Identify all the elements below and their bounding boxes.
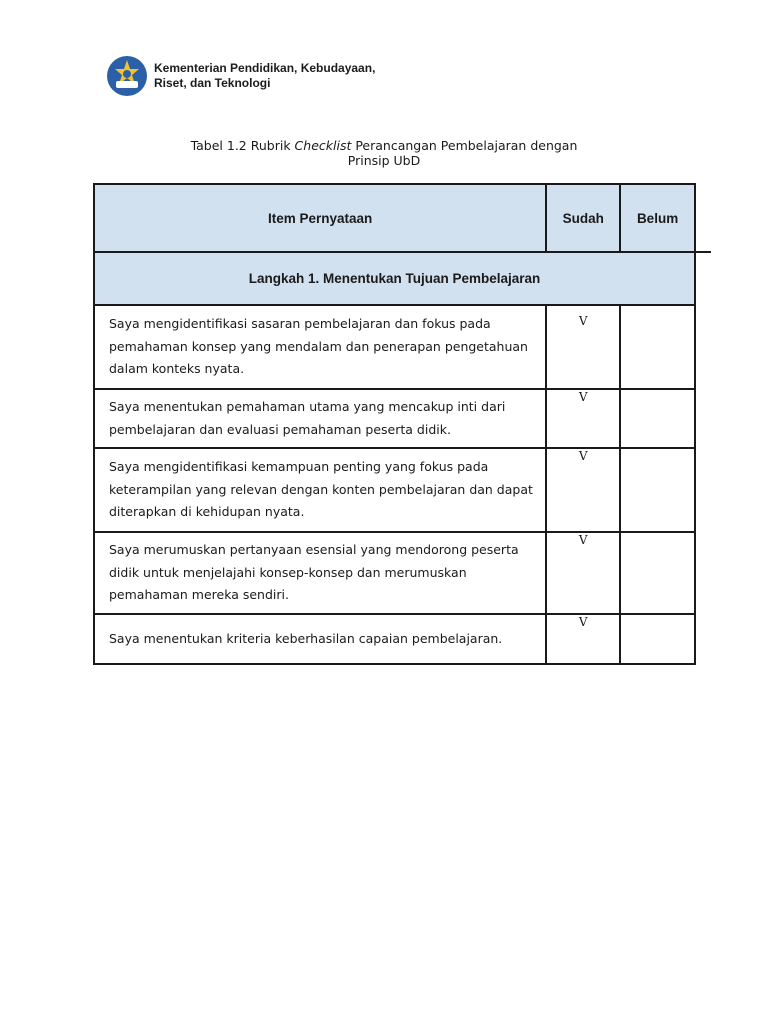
checklist-table — [93, 183, 696, 665]
ministry-name — [154, 61, 375, 91]
ministry-line2: Riset, dan Teknologi — [154, 76, 271, 90]
caption-prefix: Tabel 1.2 Rubrik — [190, 138, 295, 153]
header-logo-block — [106, 55, 375, 97]
caption-line2: Prinsip UbD — [347, 153, 421, 168]
statement-cell: Saya menentukan pemahaman utama yang mencakup inti dari pembelajaran dan evaluasi pemahaman peserta didik. — [94, 389, 546, 448]
sudah-cell: V — [546, 448, 620, 532]
statement-cell: Saya mengidentifikasi kemampuan penting yang fokus pada keterampilan yang relevan dengan konten pembelajaran dan dapat diterapkan di kehidupan nyata. — [94, 448, 546, 532]
tut-wuri-handayani-logo — [106, 55, 148, 97]
sudah-cell: V — [546, 532, 620, 614]
statement-cell: Saya mengidentifikasi sasaran pembelajaran dan fokus pada pemahaman konsep yang mendalam dan penerapan pengetahuan dalam konteks nyata. — [94, 305, 546, 389]
table-row — [94, 532, 695, 614]
table-header-row — [94, 184, 695, 252]
table-row — [94, 305, 695, 389]
sudah-cell: V — [546, 614, 620, 664]
statement-cell: Saya merumuskan pertanyaan esensial yang mendorong peserta didik untuk menjelajahi konsep-konsep dan merumuskan pemahaman mereka sendiri. — [94, 532, 546, 614]
sudah-cell: V — [546, 389, 620, 448]
header-sudah: Sudah — [546, 184, 620, 252]
header-item: Item Pernyataan — [94, 184, 546, 252]
belum-cell — [620, 532, 695, 614]
sudah-cell: V — [546, 305, 620, 389]
belum-cell — [620, 448, 695, 532]
step-title: Langkah 1. Menentukan Tujuan Pembelajaran — [94, 252, 695, 305]
table-side-rule — [696, 251, 711, 253]
caption-italic: Checklist — [294, 138, 352, 153]
table-row — [94, 614, 695, 664]
header-belum: Belum — [620, 184, 695, 252]
table-row — [94, 448, 695, 532]
belum-cell — [620, 614, 695, 664]
table-caption — [0, 138, 768, 168]
caption-suffix: Perancangan Pembelajaran dengan — [351, 138, 578, 153]
ministry-line1: Kementerian Pendidikan, Kebudayaan, — [154, 61, 376, 75]
belum-cell — [620, 389, 695, 448]
table-row — [94, 389, 695, 448]
belum-cell — [620, 305, 695, 389]
statement-cell: Saya menentukan kriteria keberhasilan capaian pembelajaran. — [94, 614, 546, 664]
step-row — [94, 252, 695, 305]
